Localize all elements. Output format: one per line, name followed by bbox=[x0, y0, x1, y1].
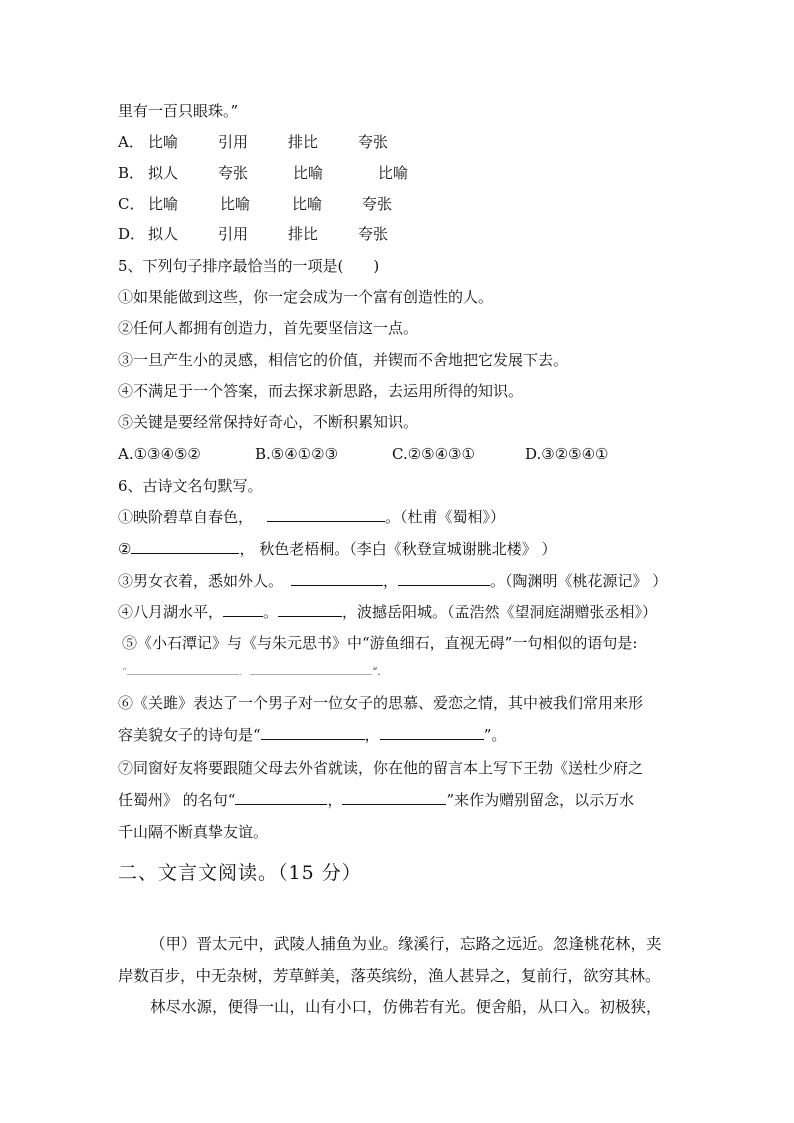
q6-text: ，波撼岳阳城。（孟浩然《望洞庭湖赠张丞相》） bbox=[342, 603, 658, 621]
fill-blank[interactable] bbox=[398, 570, 490, 586]
q6-text: ， 秋色老梧桐。（李白《秋登宣城谢脁北楼》 ） bbox=[239, 540, 557, 558]
q5-choice-a[interactable]: A.①③④⑤② bbox=[118, 445, 201, 463]
q5-sentence: ④不满足于一个答案，而去探求新思路，去运用所得的知识。 bbox=[118, 382, 524, 400]
q5-sentence: ③一旦产生小的灵感，相信它的价值，并锲而不舍地把它发展下去。 bbox=[118, 351, 569, 369]
q5-choice-c[interactable]: C.②⑤④③① bbox=[392, 445, 475, 463]
q6-text: ， bbox=[364, 726, 380, 744]
fill-blank[interactable] bbox=[250, 666, 372, 675]
q6-text: 容美貌女子的诗句是“ bbox=[118, 726, 261, 744]
q6-line-6b bbox=[118, 724, 506, 746]
passage-line: 岸数百步，中无杂树，芳草鲜美，落英缤纷，渔人甚异之，复前行，欲穷其林。 bbox=[118, 967, 661, 985]
fill-blank[interactable] bbox=[278, 601, 342, 617]
fill-blank[interactable] bbox=[261, 724, 365, 740]
option-item: 比喻 bbox=[220, 195, 251, 213]
q6-text: “ bbox=[122, 667, 128, 678]
option-item: 排比 bbox=[288, 133, 319, 151]
option-letter: B． bbox=[118, 164, 145, 182]
q6-text: 。（陶渊明《桃花源记》 ） bbox=[490, 572, 668, 590]
q6-text: ③男女衣着，悉如外人。 bbox=[118, 572, 284, 590]
q6-line-2 bbox=[118, 538, 557, 560]
option-item: 排比 bbox=[288, 225, 319, 243]
section-heading: 二、文言文阅读。（15 分） bbox=[118, 862, 362, 884]
q6-line-6a: ⑥《关雎》表达了一个男子对一位女子的思慕、爱恋之情，其中被我们常用来形 bbox=[118, 694, 644, 712]
q5-stem: 5、下列句子排序最恰当的一项是( ) bbox=[118, 257, 380, 275]
option-item: 比喻 bbox=[148, 133, 179, 151]
option-item: 夸张 bbox=[218, 164, 249, 182]
q6-line-3 bbox=[118, 570, 667, 592]
option-item: 拟人 bbox=[148, 164, 179, 182]
option-item: 夸张 bbox=[358, 225, 389, 243]
q6-line-4 bbox=[118, 601, 657, 623]
option-item: 比喻 bbox=[293, 164, 324, 182]
passage-line: （甲）晋太元中，武陵人捕鱼为业。缘溪行，忘路之远近。忽逢桃花林，夹 bbox=[150, 935, 662, 953]
q5-sentence: ①如果能做到这些，你一定会成为一个富有创造性的人。 bbox=[118, 288, 494, 306]
option-letter: C． bbox=[118, 195, 145, 213]
q6-text: ”. bbox=[372, 667, 381, 678]
q6-line-7a: ⑦同窗好友将要跟随父母去外省就读，你在他的留言本上写下王勃《送杜少府之 bbox=[118, 759, 644, 777]
q4-option-c[interactable] bbox=[118, 193, 392, 215]
option-item: 拟人 bbox=[148, 225, 179, 243]
option-item: 引用 bbox=[218, 133, 249, 151]
q6-text: ， bbox=[383, 572, 399, 590]
passage-line: 林尽水源，便得一山，山有小口，仿佛若有光。便舍船，从口入。初极狭， bbox=[150, 998, 662, 1016]
option-item: 夸张 bbox=[362, 195, 393, 213]
q6-text: ② bbox=[118, 540, 132, 558]
q6-text: 任蜀州》 的名句“ bbox=[118, 791, 236, 809]
q6-line-5-blanks bbox=[122, 662, 381, 684]
q4-option-d[interactable] bbox=[118, 223, 388, 245]
option-item: 比喻 bbox=[378, 164, 409, 182]
q6-text: 。 bbox=[263, 603, 279, 621]
q4-tail: 里有一百只眼珠。” bbox=[118, 102, 239, 120]
q6-text: ①映阶碧草自春色， bbox=[118, 508, 254, 526]
q6-line-7e: 千山隔不断真挚友谊。 bbox=[118, 823, 269, 841]
q4-option-b[interactable] bbox=[118, 162, 408, 184]
fill-blank[interactable] bbox=[235, 789, 327, 805]
option-letter: A． bbox=[118, 133, 144, 151]
q5-sentence: ⑤关键是要经常保持好奇心，不断积累知识。 bbox=[118, 413, 419, 431]
option-letter: D． bbox=[118, 225, 146, 243]
q5-sentence: ②任何人都拥有创造力，首先要坚信这一点。 bbox=[118, 319, 419, 337]
option-item: 比喻 bbox=[148, 195, 179, 213]
q6-text: ”来作为赠别留念，以示万水 bbox=[446, 791, 635, 809]
q4-option-a[interactable] bbox=[118, 131, 388, 153]
fill-blank[interactable] bbox=[342, 789, 446, 805]
q6-text: ”。 bbox=[483, 726, 507, 744]
q6-text: ④八月湖水平， bbox=[118, 603, 224, 621]
q6-text: . bbox=[239, 667, 243, 678]
q6-text: 。（杜甫《蜀相》） bbox=[385, 508, 506, 526]
q5-choice-d[interactable]: D.③②⑤④① bbox=[525, 445, 609, 463]
q6-text: ， bbox=[327, 791, 343, 809]
fill-blank[interactable] bbox=[267, 506, 385, 522]
option-item: 引用 bbox=[218, 225, 249, 243]
q5-choices bbox=[118, 443, 609, 465]
fill-blank[interactable] bbox=[380, 724, 484, 740]
fill-blank[interactable] bbox=[127, 666, 239, 675]
fill-blank[interactable] bbox=[131, 538, 239, 554]
option-item: 夸张 bbox=[358, 133, 389, 151]
q6-line-1 bbox=[118, 506, 505, 528]
q5-choice-b[interactable]: B.⑤④①②③ bbox=[255, 445, 339, 463]
fill-blank[interactable] bbox=[291, 570, 383, 586]
q6-stem: 6、古诗文名句默写。 bbox=[118, 477, 263, 495]
fill-blank[interactable] bbox=[223, 601, 263, 617]
q6-line-7b bbox=[118, 789, 634, 811]
option-item: 比喻 bbox=[292, 195, 323, 213]
q6-line-5: ⑤《小石潭记》与《与朱元思书》中“游鱼细石，直视无碍”一句相似的语句是: bbox=[122, 634, 638, 652]
